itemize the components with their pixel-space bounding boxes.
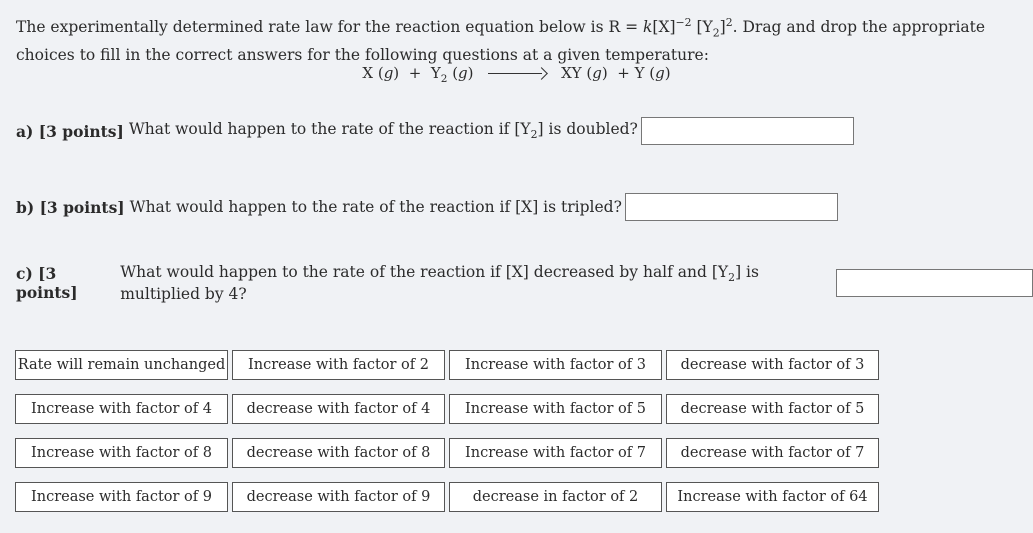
question-b xyxy=(16,193,838,221)
question-b-label: b) [3 points] xyxy=(16,197,125,217)
choice-chip[interactable]: Increase with factor of 3 xyxy=(449,350,662,380)
choice-chip[interactable]: Increase with factor of 7 xyxy=(449,438,662,468)
intro-text-start: The experimentally determined rate law for the reaction equation below is R = xyxy=(16,18,643,37)
question-c-label: c) [3 points] xyxy=(16,264,78,302)
choice-chip[interactable]: decrease with factor of 4 xyxy=(232,394,445,424)
question-a-label: a) [3 points] xyxy=(16,121,124,141)
choice-chip[interactable]: Increase with factor of 9 xyxy=(15,482,228,512)
choice-chip[interactable]: decrease with factor of 9 xyxy=(232,482,445,512)
choice-chip[interactable]: Increase with factor of 2 xyxy=(232,350,445,380)
answer-drop-zone-a[interactable] xyxy=(641,117,854,145)
reaction-equation: X $(g) + Y_2$ (g) XY (g) + Y (g) xyxy=(362,64,671,85)
choice-chip[interactable]: decrease with factor of 5 xyxy=(666,394,879,424)
question-a xyxy=(16,117,854,145)
instructions-text: The experimentally determined rate law for the reaction equation below is $R = k[X]^{-2}$ $[Y_2]^2$. Drag and drop the appropriate choices to fill in the correct answers for the following questions at a given temperature: xyxy=(16,16,986,65)
x-exponent: −2 xyxy=(675,16,692,29)
choice-chip[interactable]: Increase with factor of 64 xyxy=(666,482,879,512)
answer-drop-zone-c[interactable] xyxy=(836,269,1033,297)
choice-chip[interactable]: Rate will remain unchanged xyxy=(15,350,228,380)
question-b-text: What would happen to the rate of the reaction if [X] is tripled? xyxy=(129,198,622,216)
y-concentration: [Y xyxy=(696,18,713,37)
answer-drop-zone-b[interactable] xyxy=(625,193,838,221)
x-concentration: [X] xyxy=(652,18,676,37)
question-c-text: What would happen to the rate of the reaction if [X] decreased by half and $[Y_2]$ is multiplied by 4? xyxy=(120,263,759,303)
y-exponent: 2 xyxy=(725,16,733,29)
choice-chip[interactable]: decrease with factor of 8 xyxy=(232,438,445,468)
rate-constant: k xyxy=(642,18,653,37)
question-c xyxy=(16,263,1033,303)
choice-chip[interactable]: decrease with factor of 7 xyxy=(666,438,879,468)
choice-chip[interactable]: decrease with factor of 3 xyxy=(666,350,879,380)
question-a-text: What would happen to the rate of the reaction if $[Y_2]$ is doubled? xyxy=(128,120,638,142)
choice-chip[interactable]: decrease in factor of 2 xyxy=(449,482,662,512)
choice-chip[interactable]: Increase with factor of 5 xyxy=(449,394,662,424)
reaction-arrow-icon xyxy=(488,69,546,79)
choice-chip[interactable]: Increase with factor of 8 xyxy=(15,438,228,468)
choice-chip[interactable]: Increase with factor of 4 xyxy=(15,394,228,424)
intro-text-end: . Drag and drop the appropriate choices to fill in the correct answers for the following questions at a given temperature: xyxy=(16,18,986,65)
